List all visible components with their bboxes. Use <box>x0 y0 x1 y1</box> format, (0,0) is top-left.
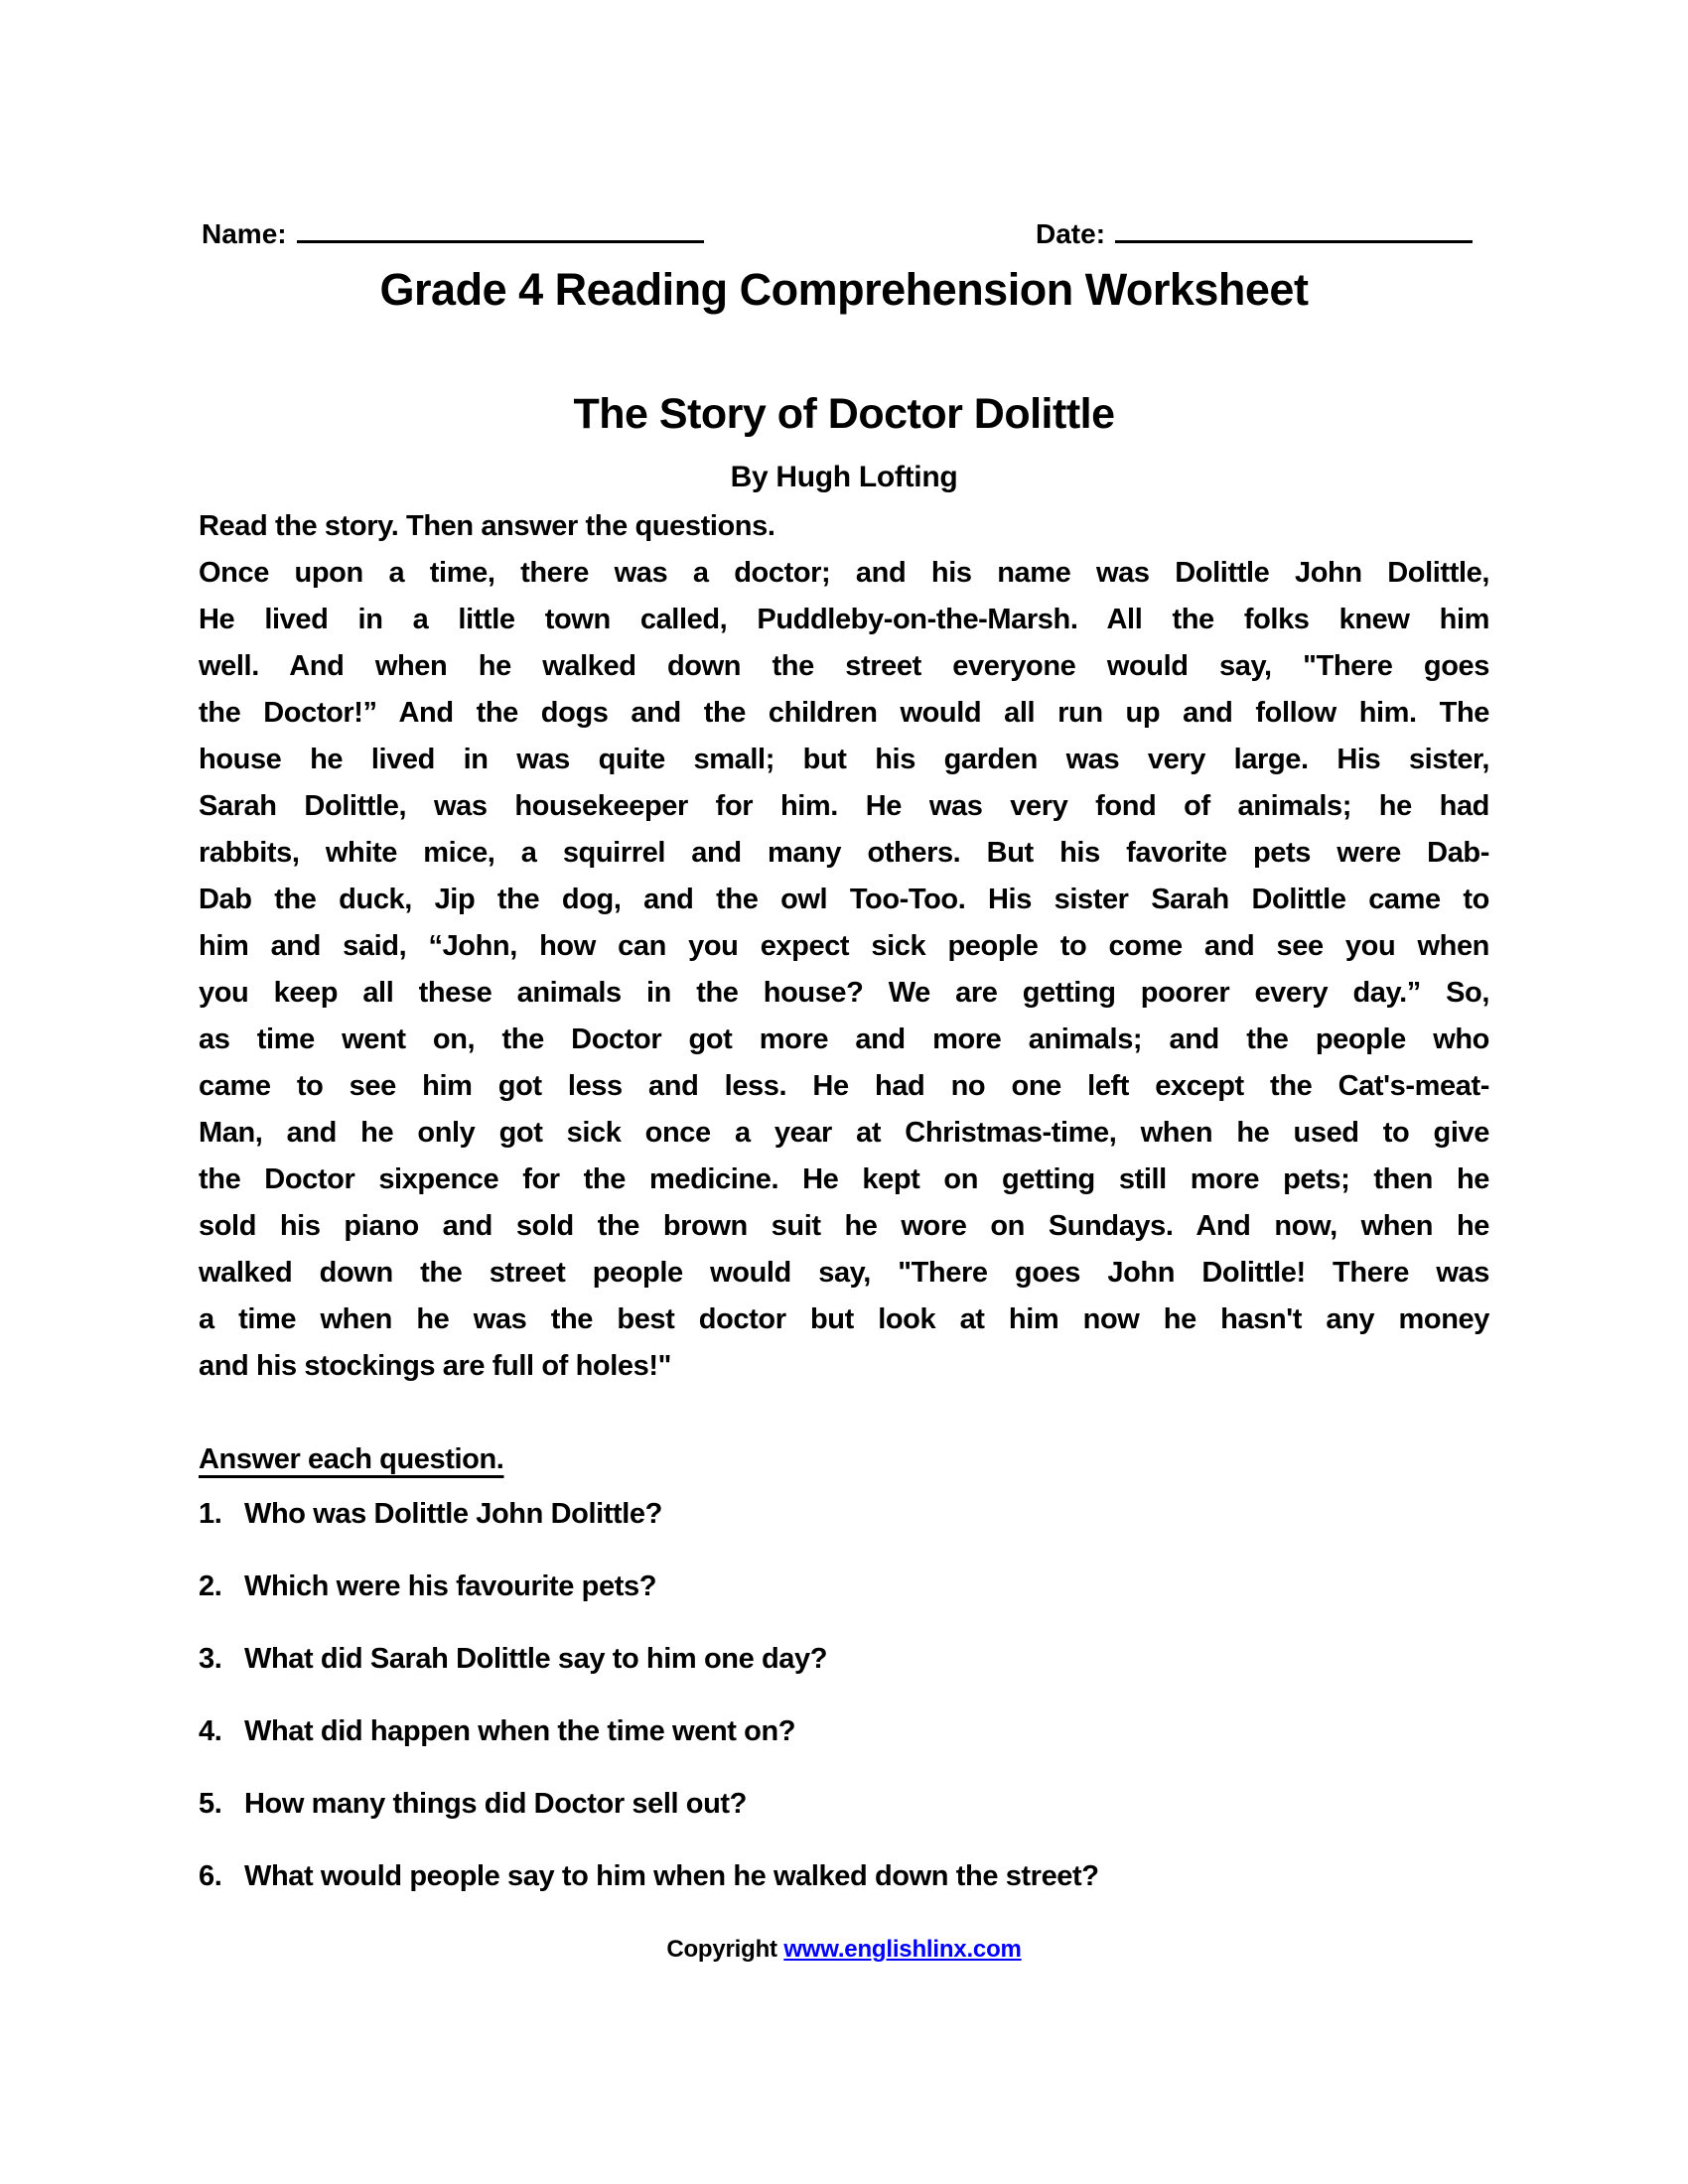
date-blank-line <box>1115 210 1473 243</box>
story-line: and his stockings are full of holes!" <box>199 1350 671 1382</box>
copyright-link[interactable]: www.englishlinx.com <box>783 1936 1022 1963</box>
question-text: Who was Dolittle John Dolittle? <box>244 1498 662 1530</box>
story-title: The Story of Doctor Dolittle <box>573 390 1115 438</box>
question-text: Which were his favourite pets? <box>244 1570 657 1602</box>
name-field <box>202 210 704 250</box>
question-number: 3. <box>199 1643 222 1675</box>
story-instruction: Read the story. Then answer the questions. <box>199 510 775 542</box>
copyright-label: Copyright <box>666 1936 777 1963</box>
name-blank-line <box>297 210 704 243</box>
story-line: Man, and he only got sick once a year at Christmas-time, when he used to give <box>199 1117 1489 1149</box>
question-item <box>199 1491 1489 1538</box>
question-number: 5. <box>199 1788 222 1820</box>
question-item <box>199 1564 1489 1610</box>
story-line: sold his piano and sold the brown suit he wore on Sundays. And now, when he <box>199 1210 1489 1242</box>
story-line: you keep all these animals in the house? We are getting poorer every day.” So, <box>199 977 1489 1009</box>
story-author: By Hugh Lofting <box>730 461 958 493</box>
story-line: He lived in a little town called, Puddleby-on-the-Marsh. All the folks knew him <box>199 604 1489 635</box>
date-field <box>1036 210 1473 250</box>
story-line: as time went on, the Doctor got more and more animals; and the people who <box>199 1024 1489 1055</box>
name-field-label: Name: <box>202 218 287 249</box>
story-line: him and said, “John, how can you expect sick people to come and see you when <box>199 930 1489 962</box>
story-line: came to see him got less and less. He had no one left except the Cat's-meat- <box>199 1070 1489 1102</box>
header-fields <box>202 210 1492 254</box>
question-item <box>199 1636 1489 1683</box>
question-text: How many things did Doctor sell out? <box>244 1788 748 1820</box>
story-line: house he lived in was quite small; but his garden was very large. His sister, <box>199 744 1489 775</box>
story-line: walked down the street people would say, "There goes John Dolittle! There was <box>199 1257 1489 1289</box>
story-line: Sarah Dolittle, was housekeeper for him. He was very fond of animals; he had <box>199 790 1489 822</box>
story-line: Once upon a time, there was a doctor; and his name was Dolittle John Dolittle, <box>199 557 1489 589</box>
question-item <box>199 1708 1489 1755</box>
question-text: What did happen when the time went on? <box>244 1715 796 1747</box>
question-number: 6. <box>199 1860 222 1892</box>
question-text: What did Sarah Dolittle say to him one day? <box>244 1643 828 1675</box>
question-item <box>199 1781 1489 1828</box>
story-line: a time when he was the best doctor but look at him now he hasn't any money <box>199 1303 1489 1335</box>
content-column <box>199 503 1489 1973</box>
question-number: 4. <box>199 1715 222 1747</box>
questions-list <box>199 1491 1489 1900</box>
story-paragraph <box>199 550 1489 1390</box>
question-number: 1. <box>199 1498 222 1530</box>
questions-heading: Answer each question. <box>199 1443 504 1475</box>
story-line: rabbits, white mice, a squirrel and many others. But his favorite pets were Dab- <box>199 837 1489 869</box>
worksheet-title: Grade 4 Reading Comprehension Worksheet <box>379 264 1309 315</box>
question-number: 2. <box>199 1570 222 1602</box>
story-line: the Doctor sixpence for the medicine. He kept on getting still more pets; then he <box>199 1163 1489 1195</box>
story-line: well. And when he walked down the street everyone would say, "There goes <box>199 650 1489 682</box>
footer <box>199 1926 1489 1973</box>
story-line: the Doctor!” And the dogs and the children would all run up and follow him. The <box>199 697 1489 729</box>
question-text: What would people say to him when he walked down the street? <box>244 1860 1099 1892</box>
story-line: Dab the duck, Jip the dog, and the owl Too-Too. His sister Sarah Dolittle came to <box>199 884 1489 915</box>
question-item <box>199 1853 1489 1900</box>
date-field-label: Date: <box>1036 218 1106 249</box>
